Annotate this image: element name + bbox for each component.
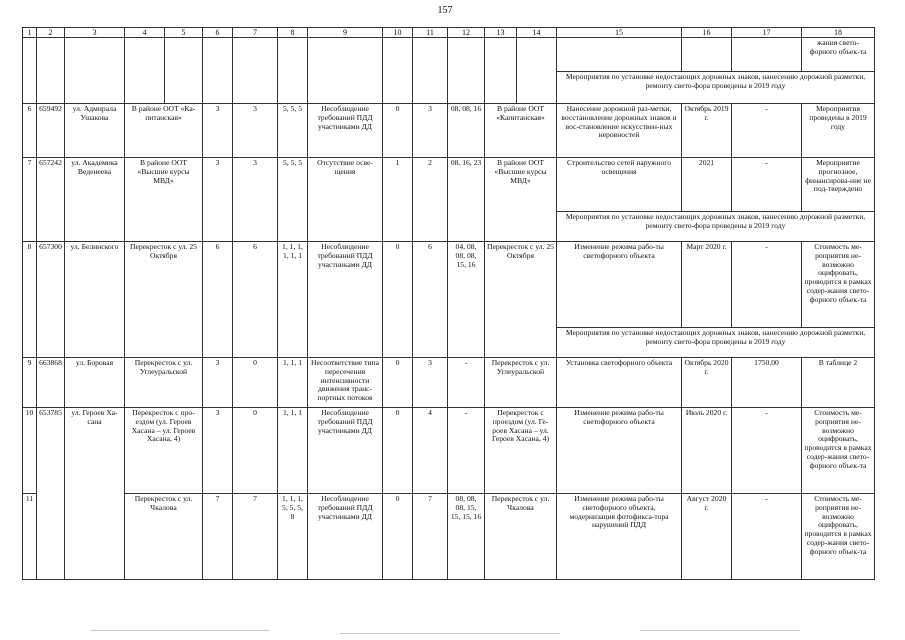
- header-cell: 4: [125, 28, 165, 38]
- note-cell: Мероприятие прогнозное, финансирова-ние не под-тверждено: [802, 158, 875, 212]
- street-cell: ул. Белинского: [65, 242, 125, 358]
- scan-artifact: [90, 630, 270, 631]
- scan-artifact: [340, 633, 560, 634]
- measure-cell: Нанесение дорожной раз-метки, восстановление дорожных знаков и вос-становление искусствен-ных неровностей: [557, 104, 682, 158]
- header-cell: 12: [448, 28, 485, 38]
- count-cell: 3: [413, 104, 448, 158]
- header-cell: 3: [65, 28, 125, 38]
- codes-cell: 1, 1, 1: [278, 358, 308, 408]
- header-cell: 7: [233, 28, 278, 38]
- row-number: 9: [23, 358, 37, 408]
- count-cell: 1: [383, 158, 413, 242]
- cost-cell: -: [732, 158, 802, 212]
- table-row: [23, 494, 875, 580]
- measure-cell: Установка светофорного объекта: [557, 358, 682, 408]
- accident-id: 657242: [37, 158, 65, 242]
- codes-cell: 1, 1, 1: [278, 408, 308, 494]
- place-cell: Перекресток с ул. 25 Октября: [125, 242, 203, 358]
- subnote-cell: Мероприятия по установке недостающих дорожных знаков, нанесению дорожной разметки, ремонту свето-фора проведены в 2019 году: [557, 328, 875, 358]
- count-cell: 3: [233, 104, 278, 158]
- count-cell: 3: [203, 158, 233, 242]
- accident-id: 657300: [37, 242, 65, 358]
- cause-cell: Несоблюдение требований ПДД участниками ДД: [308, 408, 383, 494]
- cause-cell: Несоответствие типа пересечения интенсивности движения транс-портных потоков: [308, 358, 383, 408]
- cost-cell: -: [732, 408, 802, 494]
- note-cell: Стоимость ме-роприятия не-возможно оцифровать, проводится в рамках содер-жания свето-форного объек-та: [802, 242, 875, 328]
- street-cell: ул. Боровая: [65, 358, 125, 408]
- row-number: 7: [23, 158, 37, 242]
- table-row: [23, 38, 875, 72]
- count-cell: 2: [413, 158, 448, 242]
- header-cell: 15: [557, 28, 682, 38]
- cause-cell: Несоблюдение требований ПДД участниками ДД: [308, 242, 383, 358]
- count-cell: 7: [413, 494, 448, 580]
- header-row: [23, 28, 875, 38]
- note-cell: Стоимость ме-роприятия не-возможно оцифровать, проводится в рамках содер-жания свето-форного объек-та: [802, 494, 875, 580]
- codes-cell: 08, 08, 16: [448, 104, 485, 158]
- codes-cell: 5, 5, 5: [278, 158, 308, 242]
- codes-cell: 08, 08, 08, 15, 15, 15, 16: [448, 494, 485, 580]
- codes-cell: -: [448, 408, 485, 494]
- measure-cell: Изменение режима рабо-ты светофорного объекта: [557, 408, 682, 494]
- row-number: 8: [23, 242, 37, 358]
- table-row: [23, 158, 875, 212]
- measure-cell: Изменение режима рабо-ты светофорного объекта: [557, 242, 682, 328]
- measure-cell: Строительство сетей наружного освещения: [557, 158, 682, 212]
- count-cell: 6: [203, 242, 233, 358]
- place-cell: В районе ООТ «Капитанская»: [485, 104, 557, 158]
- term-cell: Октябрь 2020 г.: [682, 358, 732, 408]
- header-cell: 9: [308, 28, 383, 38]
- subnote-cell: Мероприятия по установке недостающих дорожных знаков, нанесению дорожной разметки, ремонту свето-фора проведены в 2019 году: [557, 72, 875, 104]
- header-cell: 17: [732, 28, 802, 38]
- header-cell: 1: [23, 28, 37, 38]
- header-cell: 16: [682, 28, 732, 38]
- cost-cell: 1750,00: [732, 358, 802, 408]
- table-row: [23, 104, 875, 158]
- accident-id: 663868: [37, 358, 65, 408]
- cost-cell: -: [732, 494, 802, 580]
- cost-cell: -: [732, 104, 802, 158]
- count-cell: 0: [233, 358, 278, 408]
- cause-cell: Несоблюдение требований ПДД участниками ДД: [308, 104, 383, 158]
- table-row: [23, 358, 875, 408]
- place-cell: Перекресток с ул. Чкалова: [125, 494, 203, 580]
- note-cell: Стоимость ме-роприятия не-возможно оцифровать, проводится в рамках содер-жания свето-форного объек-та: [802, 408, 875, 494]
- table-row: [23, 242, 875, 328]
- accident-id: 659492: [37, 104, 65, 158]
- count-cell: 6: [413, 242, 448, 358]
- header-cell: 6: [203, 28, 233, 38]
- codes-cell: 04, 08, 08, 08, 15, 16: [448, 242, 485, 358]
- table-row: [23, 408, 875, 494]
- codes-cell: -: [448, 358, 485, 408]
- count-cell: 0: [383, 408, 413, 494]
- place-cell: Перекресток с про-ездом (ул. Героев Хасана – ул. Героев Хасана, 4): [125, 408, 203, 494]
- place-cell: Перекресток с ул. 25 Октября: [485, 242, 557, 358]
- count-cell: 3: [203, 408, 233, 494]
- street-cell: ул. Академика Веденеева: [65, 158, 125, 242]
- row-number: 10: [23, 408, 37, 494]
- term-cell: 2021: [682, 158, 732, 212]
- cause-cell: Отсутствие осве-щения: [308, 158, 383, 242]
- street-cell: ул. Адмирала Ушакова: [65, 104, 125, 158]
- place-cell: В районе ООТ «Ка-питанская»: [125, 104, 203, 158]
- note-cell: жания свето-форного объек-та: [802, 38, 875, 72]
- count-cell: 7: [203, 494, 233, 580]
- count-cell: 0: [383, 494, 413, 580]
- header-cell: 14: [517, 28, 557, 38]
- place-cell: В районе ООТ «Высшие курсы МВД»: [125, 158, 203, 242]
- term-cell: Март 2020 г.: [682, 242, 732, 328]
- row-number: 11: [23, 494, 37, 580]
- count-cell: 3: [203, 358, 233, 408]
- accident-table: [22, 27, 875, 580]
- count-cell: 3: [413, 358, 448, 408]
- place-cell: Перекресток с ул. Чкалова: [485, 494, 557, 580]
- header-cell: 13: [485, 28, 517, 38]
- count-cell: 4: [413, 408, 448, 494]
- note-cell: Мероприятия проведены в 2019 году: [802, 104, 875, 158]
- codes-cell: 1, 1, 1, 1, 1, 1: [278, 242, 308, 358]
- count-cell: 0: [383, 358, 413, 408]
- cause-cell: Несоблюдение требований ПДД участниками ДД: [308, 494, 383, 580]
- row-number: 6: [23, 104, 37, 158]
- header-cell: 8: [278, 28, 308, 38]
- count-cell: 7: [233, 494, 278, 580]
- accident-id: 653785: [37, 408, 65, 580]
- header-cell: 18: [802, 28, 875, 38]
- header-cell: 10: [383, 28, 413, 38]
- codes-cell: 1, 1, 1, 5, 5, 5, 8: [278, 494, 308, 580]
- header-cell: 5: [165, 28, 203, 38]
- page-number: 157: [437, 5, 453, 16]
- cost-cell: -: [732, 242, 802, 328]
- header-cell: 2: [37, 28, 65, 38]
- header-cell: 11: [413, 28, 448, 38]
- count-cell: 3: [233, 158, 278, 242]
- place-cell: Перекресток с проездом (ул. Ге-роев Хасана – ул. Героев Хасана, 4): [485, 408, 557, 494]
- count-cell: 0: [383, 104, 413, 158]
- place-cell: Перекресток с ул. Углеуральской: [125, 358, 203, 408]
- note-cell: В таблице 2: [802, 358, 875, 408]
- measure-cell: Изменение режима рабо-ты светофорного объекта, модернизация фотофикса-тора нарушений ПДД: [557, 494, 682, 580]
- term-cell: Июль 2020 г.: [682, 408, 732, 494]
- codes-cell: 08, 16, 23: [448, 158, 485, 242]
- codes-cell: 5, 5, 5: [278, 104, 308, 158]
- term-cell: Август 2020 г.: [682, 494, 732, 580]
- place-cell: В районе ООТ «Высшие курсы МВД»: [485, 158, 557, 242]
- count-cell: 0: [233, 408, 278, 494]
- street-cell: ул. Героев Ха-сана: [65, 408, 125, 580]
- count-cell: 0: [383, 242, 413, 358]
- count-cell: 3: [203, 104, 233, 158]
- subnote-cell: Мероприятия по установке недостающих дорожных знаков, нанесению дорожной разметки, ремонту свето-фора проведены в 2019 году: [557, 212, 875, 242]
- count-cell: 6: [233, 242, 278, 358]
- term-cell: Октябрь 2019 г.: [682, 104, 732, 158]
- place-cell: Перекресток с ул. Углеуральской: [485, 358, 557, 408]
- scan-artifact: [640, 630, 800, 631]
